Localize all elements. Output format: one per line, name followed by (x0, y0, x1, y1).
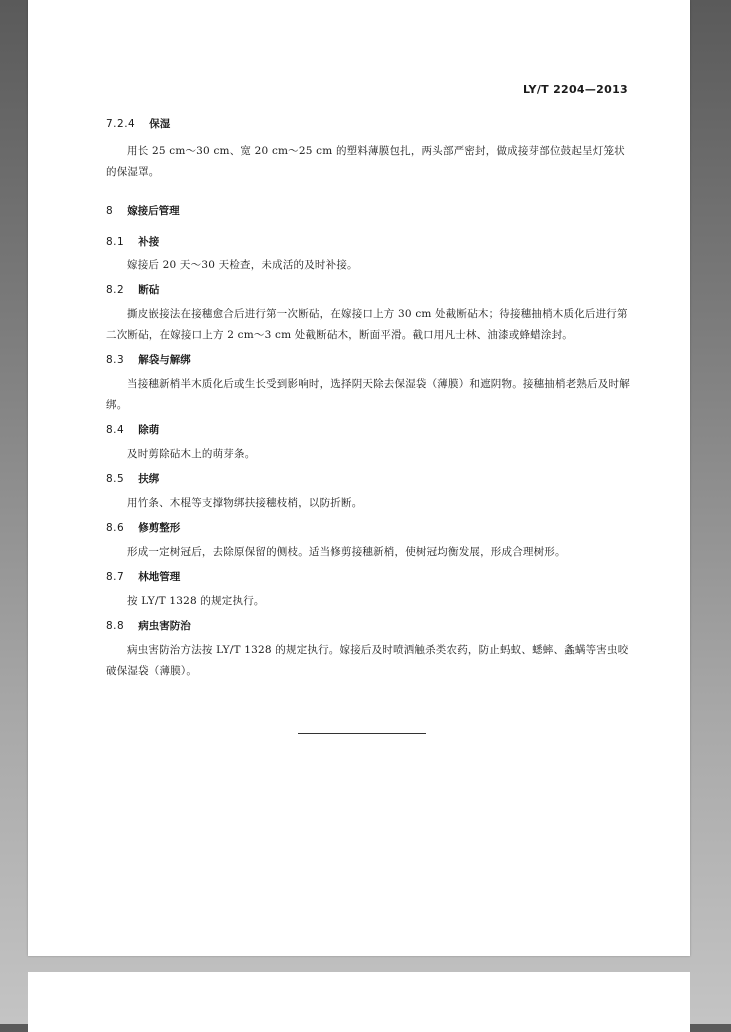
section-number: 8.4 (106, 424, 125, 436)
section-title: 断砧 (138, 284, 160, 296)
section-paragraph: 按 LY/T 1328 的规定执行。 (127, 595, 265, 607)
section-heading (106, 234, 634, 250)
section-8-4 (106, 422, 634, 465)
section-title: 修剪整形 (138, 522, 181, 534)
next-page (28, 972, 690, 1032)
section-7-2-4 (106, 116, 634, 183)
section-heading (106, 618, 634, 634)
section-title: 解袋与解绑 (138, 354, 191, 366)
section-heading (106, 116, 634, 132)
section-number: 8.8 (106, 620, 125, 632)
section-paragraph: 撕皮嵌接法在接穗愈合后进行第一次断砧，在嫁接口上方 30 cm 处截断砧木；待接穗抽梢木质化后进行第二次断砧，在嫁接口上方 2 cm～3 cm 处截断砧木，断面平滑。截口用凡士林、油漆或蜂蜡涂封。 (106, 308, 628, 341)
section-title: 除萌 (138, 424, 160, 436)
section-number: 8.3 (106, 354, 125, 366)
document-body (106, 116, 634, 682)
standard-number: LY/T 2204—2013 (522, 83, 628, 96)
document-page (28, 0, 690, 956)
section-heading (106, 352, 634, 368)
section-title: 保湿 (149, 118, 171, 130)
section-8-1 (106, 234, 634, 276)
section-8-7 (106, 569, 634, 612)
section-heading (106, 471, 634, 487)
section-paragraph: 嫁接后 20 天～30 天检查，未成活的及时补接。 (127, 259, 358, 271)
section-number: 8.7 (106, 571, 125, 583)
section-paragraph: 病虫害防治方法按 LY/T 1328 的规定执行。嫁接后及时喷洒触杀类农药，防止蚂蚁、蟋蟀、螽螨等害虫咬破保湿袋（薄膜）。 (106, 644, 629, 677)
section-8-5 (106, 471, 634, 514)
section-heading (106, 569, 634, 585)
section-number: 8.2 (106, 284, 125, 296)
section-title: 病虫害防治 (138, 620, 191, 632)
section-8-2 (106, 282, 634, 346)
end-divider (298, 733, 426, 734)
section-paragraph: 及时剪除砧木上的萌芽条。 (127, 448, 256, 460)
section-number: 8.1 (106, 236, 125, 248)
section-heading (106, 422, 634, 438)
section-heading (106, 282, 634, 298)
section-paragraph: 形成一定树冠后，去除原保留的侧枝。适当修剪接穗新梢，使树冠均衡发展，形成合理树形。 (127, 546, 566, 558)
section-paragraph: 当接穗新梢半木质化后或生长受到影响时，选择阴天除去保湿袋（薄膜）和遮阴物。接穗抽梢老熟后及时解绑。 (106, 378, 630, 411)
section-8-6 (106, 520, 634, 563)
section-8 (106, 203, 634, 219)
section-paragraph: 用长 25 cm～30 cm、宽 20 cm～25 cm 的塑料薄膜包扎，两头部严密封，做成接芽部位鼓起呈灯笼状的保湿罩。 (106, 145, 625, 178)
section-number: 8 (106, 205, 114, 217)
section-number: 8.5 (106, 473, 125, 485)
section-number: 7.2.4 (106, 118, 136, 130)
section-title: 嫁接后管理 (127, 205, 180, 217)
section-heading (106, 520, 634, 536)
section-title: 扶绑 (138, 473, 160, 485)
section-title: 补接 (138, 236, 160, 248)
section-heading (106, 203, 634, 219)
section-8-3 (106, 352, 634, 416)
section-number: 8.6 (106, 522, 125, 534)
section-8-8 (106, 618, 634, 682)
section-paragraph: 用竹条、木棍等支撑物绑扶接穗枝梢，以防折断。 (127, 497, 363, 509)
section-title: 林地管理 (138, 571, 181, 583)
